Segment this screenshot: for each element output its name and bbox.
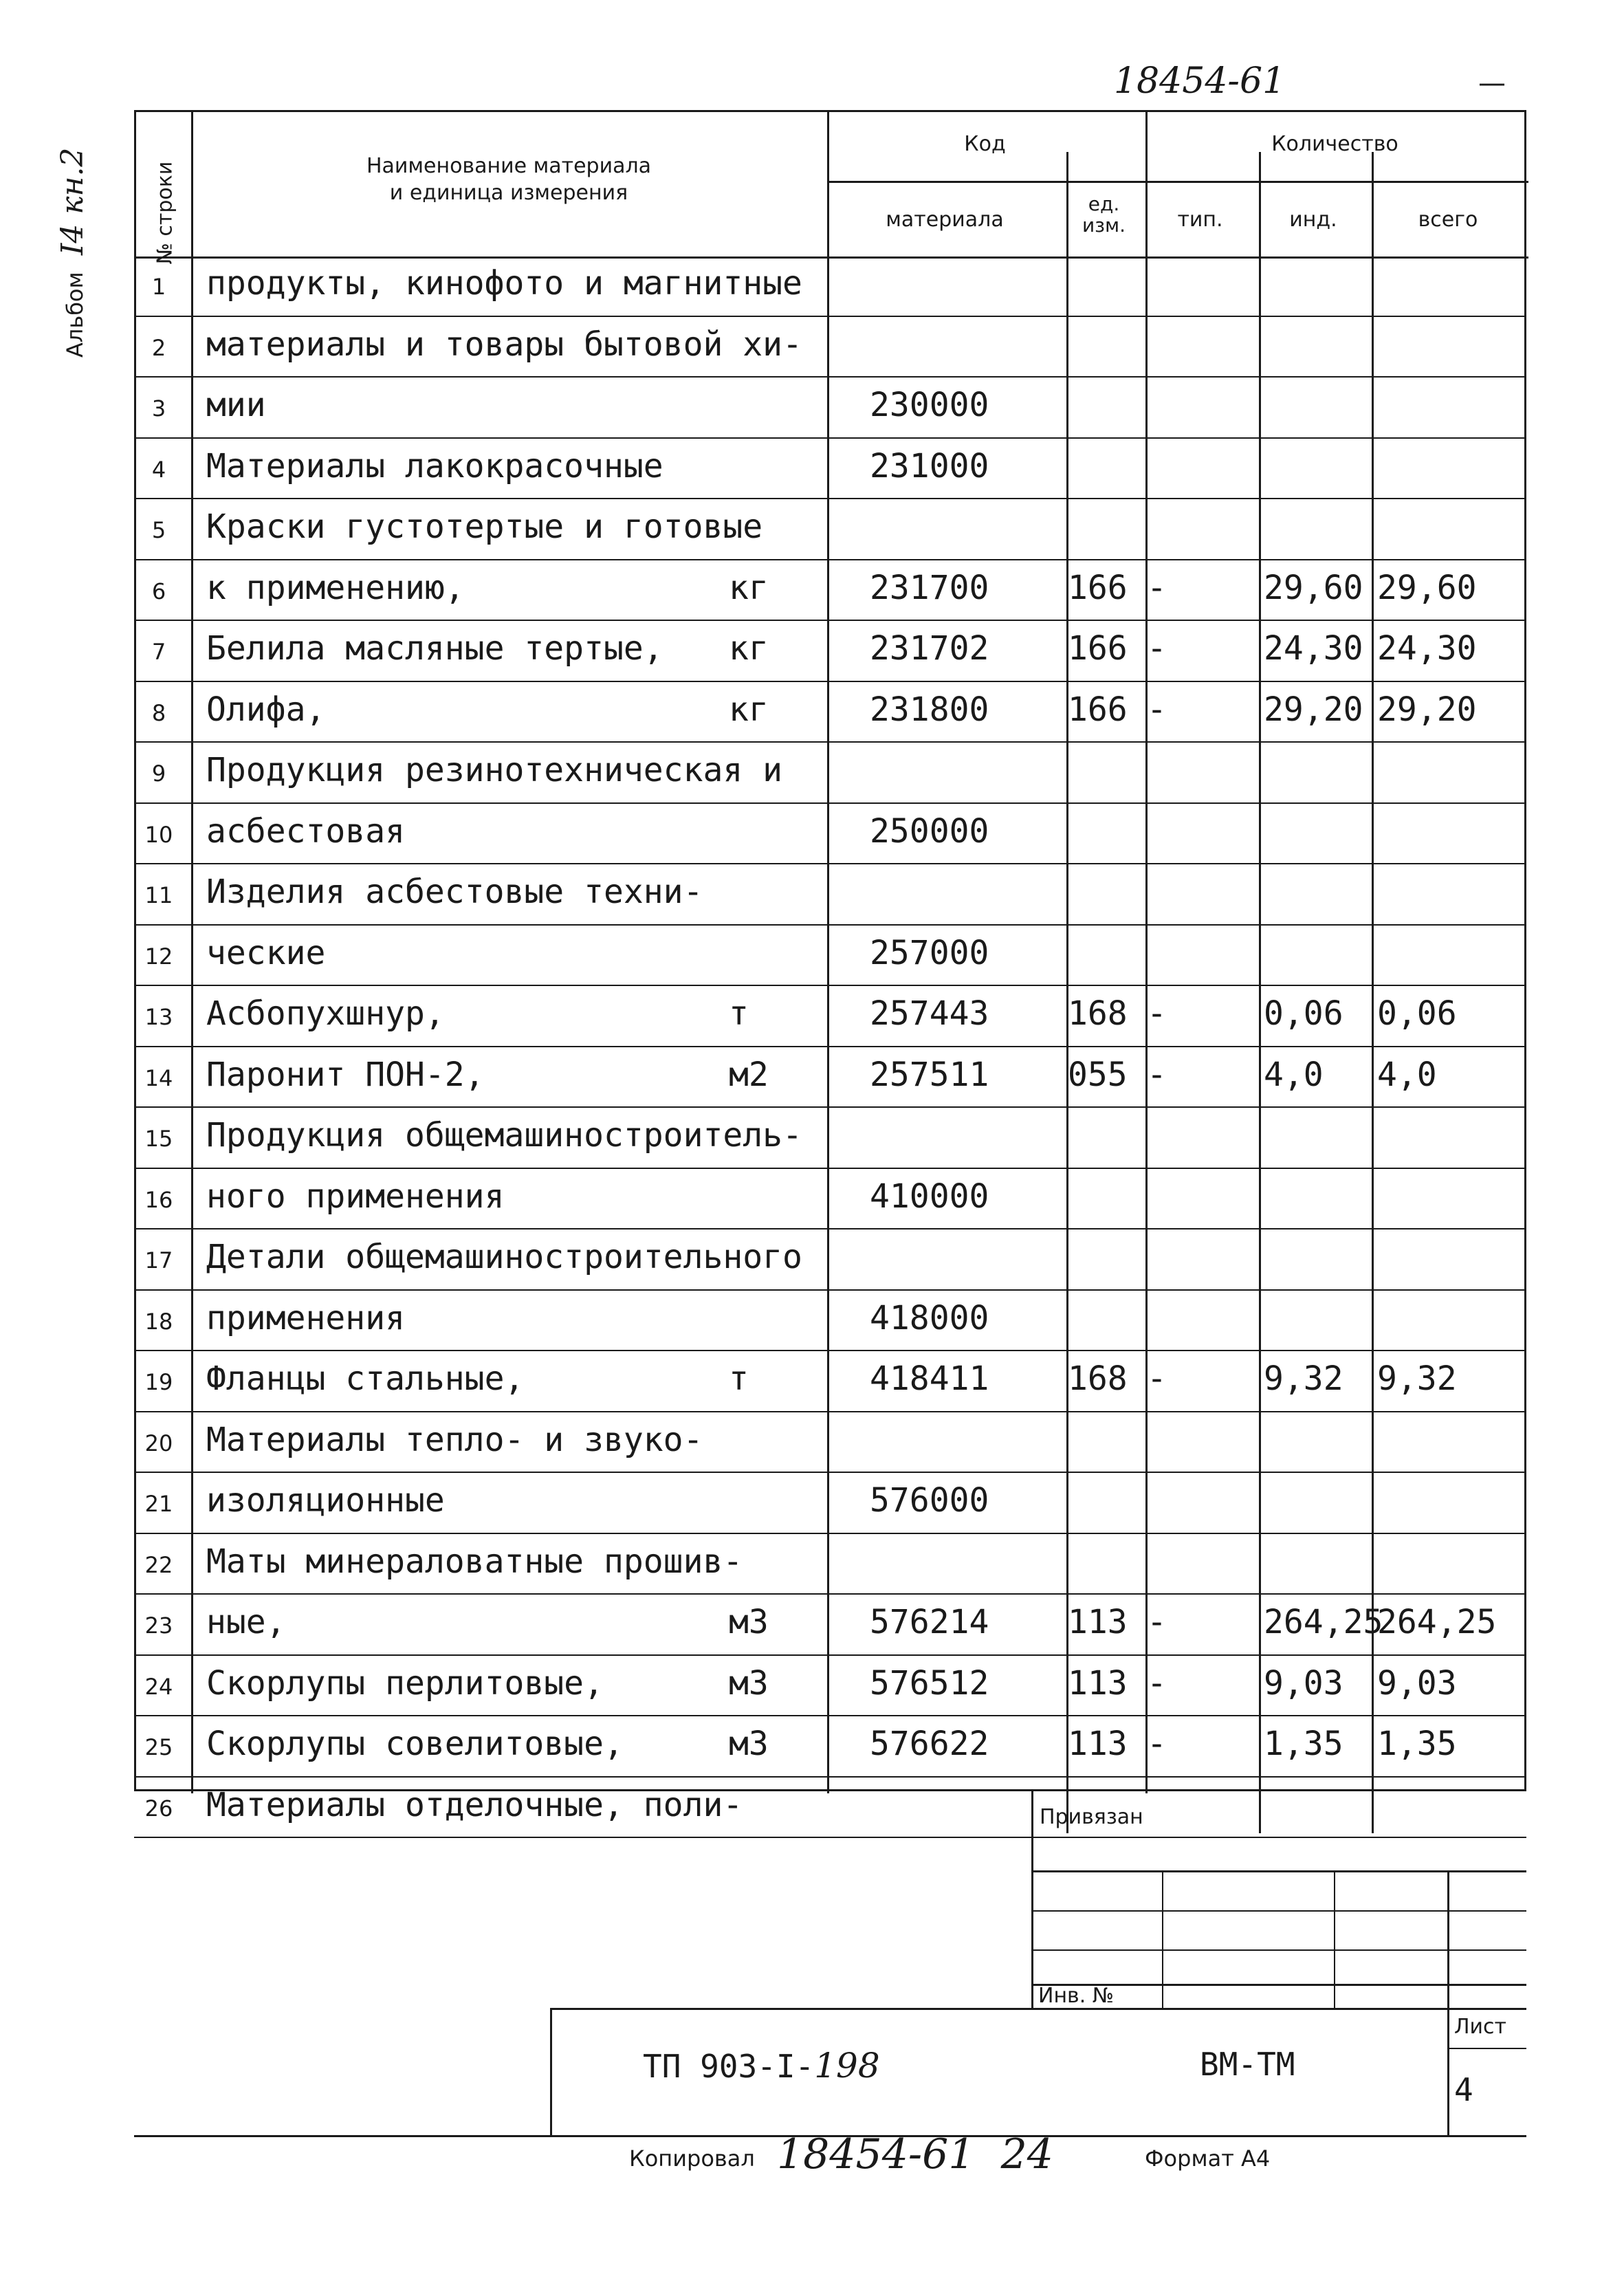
row-number: 23 — [144, 1612, 173, 1639]
row-number: 24 — [144, 1673, 173, 1700]
inv-no-label: Инв. № — [1038, 1984, 1115, 2008]
row-separator — [134, 863, 1526, 864]
header-qty: Количество — [1271, 132, 1398, 156]
copied-handwritten: 18454-61 24 — [777, 2130, 1053, 2178]
title-block — [1031, 1791, 1526, 2059]
material-name: Маты минераловатные прошив- — [206, 1542, 743, 1581]
material-code: 576000 — [870, 1481, 989, 1520]
row-separator — [134, 1593, 1526, 1595]
top-handwritten-number: 18454-61 — [1114, 61, 1286, 102]
material-code: 418000 — [870, 1298, 989, 1337]
header-name: Наименование материала и единица измерения — [366, 154, 652, 205]
tb-line-2 — [1031, 1910, 1526, 1912]
header-bottom-line — [136, 256, 1528, 259]
qty-total: 24,30 — [1377, 629, 1477, 668]
header-qty-ind: инд. — [1289, 208, 1337, 232]
header-code-unit: ед. изм. — [1082, 193, 1126, 237]
side-album-label — [55, 148, 90, 358]
row-separator — [134, 316, 1526, 317]
header-code-material: материала — [886, 208, 1004, 232]
qty-typ: - — [1147, 1663, 1167, 1703]
material-code: 418411 — [870, 1359, 989, 1398]
material-code: 231000 — [870, 446, 989, 485]
qty-ind: 29,60 — [1264, 568, 1363, 607]
material-name: Материалы тепло- и звуко- — [206, 1420, 703, 1459]
row-number: 7 — [151, 639, 166, 665]
material-name: продукты, кинофото и магнитные — [206, 264, 802, 303]
col-line-ind — [1372, 152, 1374, 1833]
qty-ind: 0,06 — [1264, 994, 1343, 1033]
stamp-top-line — [550, 2008, 1526, 2010]
qty-total: 29,20 — [1377, 690, 1477, 729]
material-code: 231700 — [870, 568, 989, 607]
material-code: 257000 — [870, 933, 989, 972]
format-label: Формат А4 — [1145, 2145, 1271, 2172]
qty-total: 1,35 — [1377, 1725, 1457, 1763]
unit-code: 166 — [1068, 690, 1128, 729]
material-name: Скорлупы совелитовые, — [206, 1725, 624, 1763]
row-number: 21 — [144, 1491, 173, 1517]
linked-label: Привязан — [1040, 1805, 1143, 1829]
material-name: изоляционные — [206, 1481, 445, 1520]
row-separator — [134, 620, 1526, 621]
header-code: Код — [964, 132, 1006, 156]
row-separator — [134, 1168, 1526, 1169]
qty-typ: - — [1147, 1359, 1167, 1398]
row-number: 2 — [151, 334, 166, 361]
unit-label: кг — [729, 690, 769, 729]
material-name: Продукция общемашиностроитель- — [206, 1116, 802, 1155]
material-code: 257443 — [870, 994, 989, 1033]
material-code: 576512 — [870, 1663, 989, 1703]
row-number: 19 — [144, 1369, 173, 1395]
material-code: 230000 — [870, 386, 989, 424]
stamp-sheet-sep — [1447, 2048, 1526, 2049]
row-separator — [134, 1046, 1526, 1047]
material-name: применения — [206, 1298, 405, 1337]
qty-total: 29,60 — [1377, 568, 1477, 607]
row-separator — [134, 1533, 1526, 1534]
header-row-no: № строки — [153, 161, 177, 265]
qty-total: 9,03 — [1377, 1663, 1457, 1703]
material-name: Асбопухшнур, — [206, 994, 445, 1033]
qty-ind: 264,25 — [1264, 1603, 1383, 1641]
unit-label: м3 — [729, 1725, 769, 1763]
material-code: 576214 — [870, 1603, 989, 1641]
row-separator — [134, 1350, 1526, 1351]
row-separator — [134, 1654, 1526, 1656]
qty-ind: 24,30 — [1264, 629, 1363, 668]
material-name: Олифа, — [206, 690, 326, 729]
top-right-mark: — — [1478, 67, 1506, 99]
row-separator — [134, 498, 1526, 499]
qty-ind: 4,0 — [1264, 1055, 1324, 1094]
doc-code-print: ТП 903-I- — [643, 2048, 815, 2085]
qty-typ: - — [1147, 568, 1167, 607]
material-code: 231702 — [870, 629, 989, 668]
tb-vline-3 — [1447, 1870, 1449, 2008]
album-book: I4 кн.2 — [55, 147, 90, 256]
qty-typ: - — [1147, 994, 1167, 1033]
qty-ind: 9,03 — [1264, 1663, 1343, 1703]
material-name: мии — [206, 386, 266, 424]
material-name: Изделия асбестовые техни- — [206, 873, 703, 911]
row-number: 3 — [151, 395, 166, 422]
qty-typ: - — [1147, 1055, 1167, 1094]
unit-label: т — [729, 1359, 749, 1398]
row-number: 18 — [144, 1308, 173, 1335]
material-name: материалы и товары бытовой хи- — [206, 325, 802, 364]
unit-label: м2 — [729, 1055, 769, 1094]
row-separator — [134, 802, 1526, 804]
unit-code: 113 — [1068, 1725, 1128, 1763]
qty-ind: 29,20 — [1264, 690, 1363, 729]
header-qty-typ: тип. — [1177, 208, 1223, 232]
material-code: 410000 — [870, 1177, 989, 1216]
qty-typ: - — [1147, 1603, 1167, 1641]
unit-code: 166 — [1068, 629, 1128, 668]
doc-section: ВМ-ТМ — [1200, 2046, 1295, 2083]
row-number: 14 — [144, 1064, 173, 1091]
row-separator — [134, 1472, 1526, 1473]
stamp-left-line — [550, 2008, 552, 2135]
row-separator — [134, 559, 1526, 560]
header-sub-line — [827, 181, 1528, 183]
unit-code: 166 — [1068, 568, 1128, 607]
material-name: ного применения — [206, 1177, 505, 1216]
col-line-rowno — [191, 112, 193, 1793]
row-separator — [134, 924, 1526, 926]
unit-label: кг — [729, 568, 769, 607]
row-separator — [134, 1106, 1526, 1108]
row-number: 6 — [151, 578, 166, 604]
material-name: Краски густотертые и готовые — [206, 507, 763, 546]
material-code: 250000 — [870, 811, 989, 851]
tb-left-line — [1031, 1791, 1033, 2008]
unit-label: м3 — [729, 1663, 769, 1703]
row-number: 15 — [144, 1126, 173, 1152]
row-separator — [134, 1411, 1526, 1412]
material-name: ные, — [206, 1603, 286, 1641]
material-name: Детали общемашиностроительного — [206, 1238, 802, 1276]
tb-line-3 — [1031, 1949, 1526, 1951]
unit-code: 113 — [1068, 1603, 1128, 1641]
material-name: Материалы отделочные, поли- — [206, 1785, 743, 1824]
copied-label: Копировал — [629, 2145, 755, 2172]
qty-typ: - — [1147, 629, 1167, 668]
row-number: 11 — [144, 882, 173, 908]
row-separator — [134, 681, 1526, 682]
material-name: Продукция резинотехническая и — [206, 751, 783, 789]
row-separator — [134, 985, 1526, 986]
row-separator — [134, 1776, 1526, 1778]
row-number: 26 — [144, 1795, 173, 1822]
sheet-label: Лист — [1454, 2015, 1507, 2039]
col-line-code — [1066, 152, 1068, 1833]
sheet-number: 4 — [1454, 2071, 1473, 2108]
row-number: 1 — [151, 274, 166, 300]
unit-code: 055 — [1068, 1055, 1128, 1094]
qty-total: 264,25 — [1377, 1603, 1497, 1641]
col-line-name — [827, 112, 829, 1793]
unit-code: 168 — [1068, 1359, 1128, 1398]
row-number: 25 — [144, 1734, 173, 1760]
qty-total: 9,32 — [1377, 1359, 1457, 1398]
doc-code — [643, 2046, 880, 2086]
row-number: 13 — [144, 1004, 173, 1030]
qty-total: 4,0 — [1377, 1055, 1437, 1094]
qty-typ: - — [1147, 690, 1167, 729]
unit-label: т — [729, 994, 749, 1033]
material-code: 231800 — [870, 690, 989, 729]
row-number: 5 — [151, 517, 166, 543]
material-name: Паронит ПОН-2, — [206, 1055, 485, 1094]
material-name: Фланцы стальные, — [206, 1359, 525, 1398]
material-name: ческие — [206, 933, 326, 972]
row-number: 20 — [144, 1430, 173, 1456]
material-name: Материалы лакокрасочные — [206, 446, 663, 485]
row-number: 8 — [151, 699, 166, 726]
album-word: Альбом — [62, 272, 88, 358]
material-name: Скорлупы перлитовые, — [206, 1663, 604, 1703]
col-line-typ — [1259, 152, 1261, 1833]
material-name: асбестовая — [206, 811, 405, 851]
row-number: 4 — [151, 456, 166, 483]
tb-line-1 — [1031, 1870, 1526, 1872]
row-number: 17 — [144, 1247, 173, 1273]
material-code: 576622 — [870, 1725, 989, 1763]
row-separator — [134, 376, 1526, 378]
material-name: к применению, — [206, 568, 465, 607]
material-name: Белила масляные тертые, — [206, 629, 663, 668]
header-qty-total: всего — [1418, 208, 1478, 232]
row-separator — [134, 1228, 1526, 1229]
qty-ind: 9,32 — [1264, 1359, 1343, 1398]
row-separator — [134, 1289, 1526, 1291]
unit-label: кг — [729, 629, 769, 668]
qty-ind: 1,35 — [1264, 1725, 1343, 1763]
unit-code: 168 — [1068, 994, 1128, 1033]
qty-typ: - — [1147, 1725, 1167, 1763]
row-number: 12 — [144, 943, 173, 970]
material-code: 257511 — [870, 1055, 989, 1094]
doc-code-hand: 198 — [814, 2046, 880, 2086]
row-number: 10 — [144, 821, 173, 848]
col-line-unit — [1145, 112, 1148, 1793]
row-number: 9 — [151, 761, 166, 787]
qty-total: 0,06 — [1377, 994, 1457, 1033]
row-number: 22 — [144, 1551, 173, 1578]
row-separator — [134, 437, 1526, 439]
stamp-sheet-line — [1447, 2008, 1449, 2135]
tb-vline-2 — [1334, 1870, 1335, 2008]
row-separator — [134, 1715, 1526, 1716]
unit-code: 113 — [1068, 1663, 1128, 1703]
unit-label: м3 — [729, 1603, 769, 1641]
row-number: 16 — [144, 1186, 173, 1213]
tb-vline-1 — [1162, 1870, 1163, 2008]
row-separator — [134, 741, 1526, 743]
